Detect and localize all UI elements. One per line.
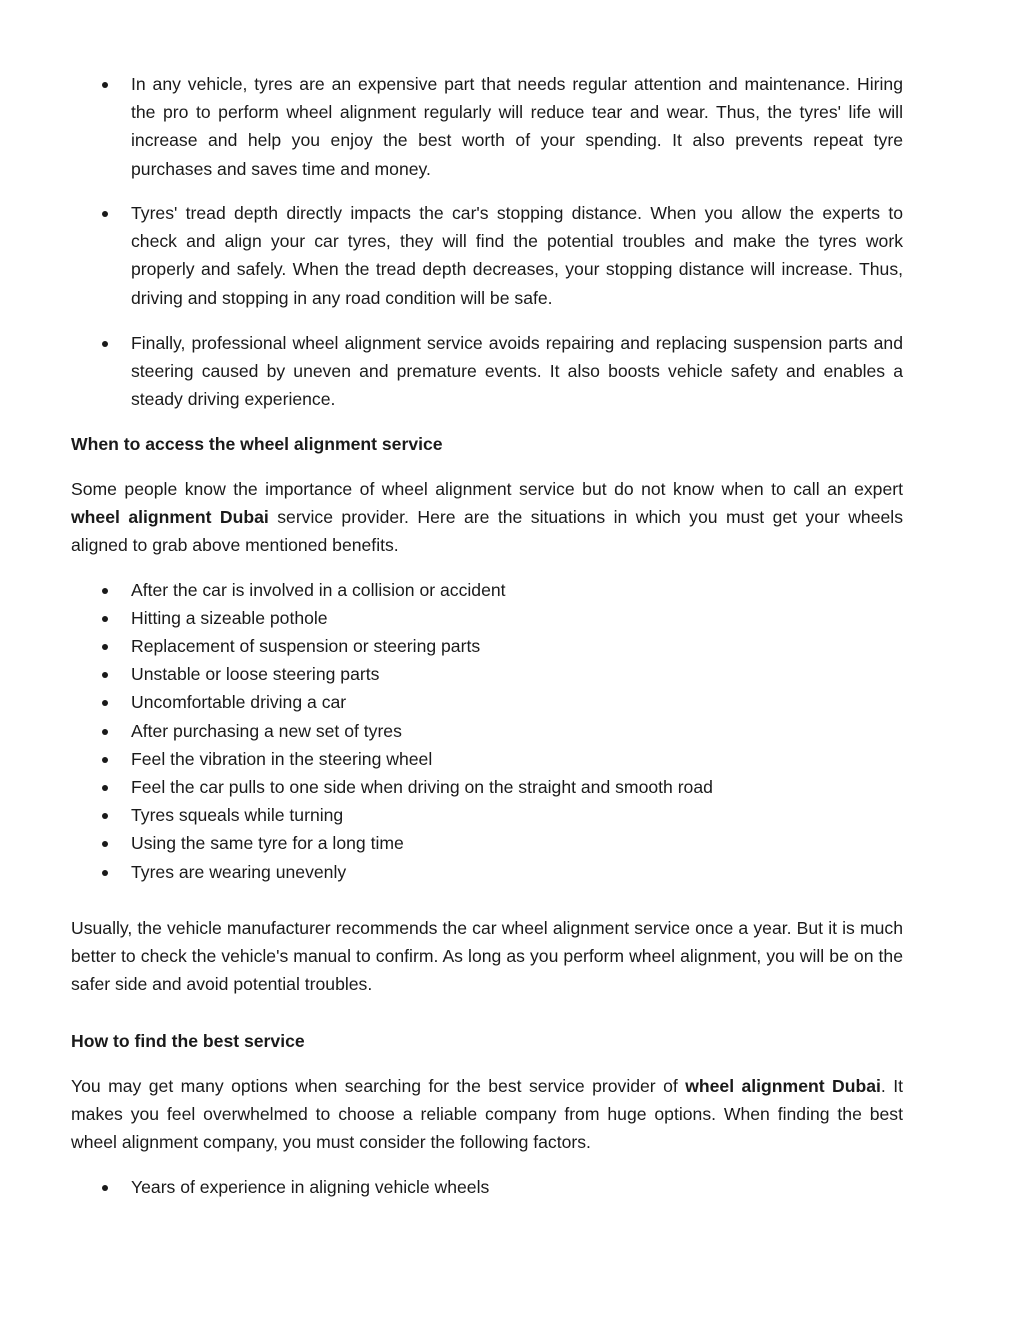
bullet-icon [102,616,108,622]
bullet-icon [102,588,108,594]
bullet-text: In any vehicle, tyres are an expensive part that needs regular attention and maintenance. Hiring the pro to perform wheel alignment regularly will reduce tear and wear. Thus, the tyres' life will increase and help you enjoy the best worth of your spending. It also prevents repeat tyre purchases and saves time and money. [131,74,903,179]
bullet-icon [102,644,108,650]
paragraph-how-intro [71,1072,903,1157]
bullet-icon [102,729,108,735]
bullet-icon [102,757,108,763]
list-item-text: Tyres squeals while turning [131,805,344,825]
list-item-text: After purchasing a new set of tyres [131,721,402,741]
list-item-text: Feel the vibration in the steering wheel [131,749,433,769]
list-item-text: Feel the car pulls to one side when driving on the straight and smooth road [131,777,713,797]
bullet-icon [102,82,108,88]
paragraph-text: Some people know the importance of wheel alignment service but do not know when to call an expert [71,479,903,499]
list-item-text: Unstable or loose steering parts [131,664,380,684]
bullet-icon [102,700,108,706]
list-item-text: Hitting a sizeable pothole [131,608,328,628]
list-item-text: Using the same tyre for a long time [131,833,404,853]
section-heading-when: When to access the wheel alignment service [71,434,443,454]
list-item-text: Uncomfortable driving a car [131,692,347,712]
bullet-icon [102,813,108,819]
paragraph-text: You may get many options when searching for the best service provider of [71,1076,686,1096]
list-item-text: After the car is involved in a collision or accident [131,580,506,600]
paragraph-text: service provider. Here are the situations in which you must get your wheels aligned to grab above mentioned benefits. [71,507,903,556]
keyword-bold: wheel alignment Dubai [71,507,269,528]
bullet-text: Tyres' tread depth directly impacts the car's stopping distance. When you allow the experts to check and align your car tyres, they will find the potential troubles and make the tyres work properly and safely. When the tread depth decreases, your stopping distance will increase. Thus, driving and stopping in any road condition will be safe. [131,203,903,308]
bullet-icon [102,672,108,678]
bullet-icon [102,1185,108,1191]
section-heading-how: How to find the best service [71,1031,305,1051]
bullet-icon [102,841,108,847]
bullet-icon [102,870,108,876]
bullet-text: Finally, professional wheel alignment service avoids repairing and replacing suspension parts and steering caused by uneven and premature events. It also boosts vehicle safety and enables a steady driving experience. [131,333,903,410]
keyword-bold: wheel alignment Dubai [685,1076,881,1096]
paragraph-when-intro [71,475,903,560]
list-item-text: Replacement of suspension or steering parts [131,636,481,656]
paragraph-text: . It makes you feel overwhelmed to choose a reliable company from huge options. When finding the best wheel alignment company, you must consider the following factors. [71,1076,903,1153]
list-item-text: Tyres are wearing unevenly [131,862,347,882]
bullet-icon [102,341,108,347]
bullet-icon [102,785,108,791]
paragraph-closing: Usually, the vehicle manufacturer recommends the car wheel alignment service once a year. But it is much better to check the vehicle's manual to confirm. As long as you perform wheel alignment, you will be on the safer side and avoid potential troubles. [71,918,903,995]
list-item-text: Years of experience in aligning vehicle wheels [131,1177,490,1197]
bullet-icon [102,211,108,217]
